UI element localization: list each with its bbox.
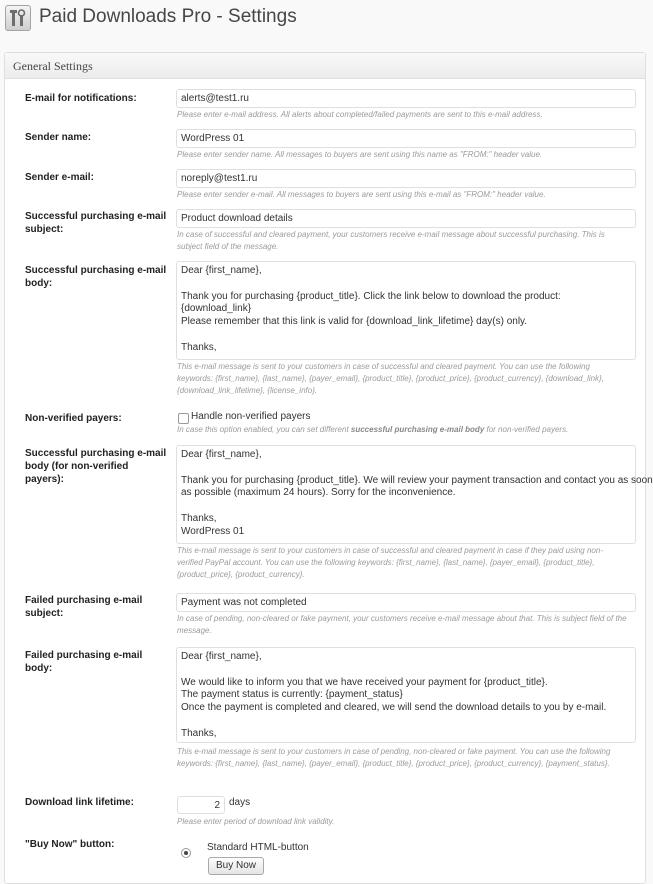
success-body-hint: This e-mail message is sent to your customers in case of successful and cleared payment. You can use the following keywords: {first_name}, {last_name}, {payer_email}, {product_title}, {product_price}, {product_currency}, {download_link}, {download_link_lifetime}, {license_info}. [177, 362, 604, 395]
nonverified-label: Non-verified payers: [25, 413, 122, 424]
nonverified-body-label: Successful purchasing e-mail body (for non-verified payers): [25, 448, 167, 485]
nonverified-hint-end: for non-verified payers. [484, 425, 569, 434]
nonverified-hint-start: In case this option enabled, you can set different [177, 425, 351, 434]
nonverified-checkbox-label[interactable]: Handle non-verified payers [191, 411, 311, 422]
notification-email-input[interactable] [176, 89, 636, 108]
notification-email-hint: Please enter e-mail address. All alerts about completed/failed payments are sent to this e-mail address. [177, 110, 543, 119]
success-subject-input[interactable] [176, 209, 636, 228]
buy-now-standard-label[interactable]: Standard HTML-button [207, 842, 309, 853]
success-body-textarea[interactable]: Dear {first_name}, Thank you for purchasing {product_title}. Click the link below to download the product: {download_link} Please remember that this link is valid for {download_link_lifetime} day(s) only. Thanks, [176, 261, 636, 360]
buy-now-standard-radio[interactable] [181, 848, 191, 858]
nonverified-checkbox[interactable] [178, 413, 189, 424]
failed-subject-label: Failed purchasing e-mail subject: [25, 595, 143, 619]
nonverified-hint [177, 424, 627, 436]
notification-email-label: E-mail for notifications: [25, 93, 137, 104]
page-title: Paid Downloads Pro - Settings [39, 6, 297, 27]
sender-email-label: Sender e-mail: [25, 172, 94, 183]
failed-body-hint: This e-mail message is sent to your customers in case of pending, non-cleared or fake payment. You can use the following keywords: {first_name}, {last_name}, {payer_email}, {product_title}, {product_price}, {product_currency}, {payment_status}. [177, 747, 611, 768]
nonverified-body-hint: This e-mail message is sent to your customers in case of successful and cleared payment in case if they paid using non-verified PayPal account. You can use the following keywords: {first_name}, {last_name}, {payer_email}, {product_title}, {product_price}, {product_currency}. [177, 546, 603, 579]
general-settings-header[interactable] [5, 53, 645, 79]
nonverified-body-textarea[interactable]: Dear {first_name}, Thank you for purchasing {product_title}. We will review your payment transaction and contact you as as possible (maximum 24 hours). Sorry for the inconvenience. Thanks, WordPress 01 [176, 445, 636, 544]
sender-email-input[interactable] [176, 169, 636, 188]
link-lifetime-label: Download link lifetime: [25, 797, 134, 808]
buy-now-preview-button[interactable]: Buy Now [208, 857, 264, 875]
link-lifetime-hint: Please enter period of download link validity. [177, 817, 335, 826]
sender-name-hint: Please enter sender name. All messages to buyers are sent using this name as "FROM:" header value. [177, 150, 543, 159]
success-body-label: Successful purchasing e-mail body: [25, 265, 167, 289]
failed-body-textarea[interactable]: Dear {first_name}, We would like to inform you that we have received your payment for {product_title}. The payment status is currently: {payment_status} Once the payment is completed and cleared, we will send the download details to you by e-mail. Thanks, [176, 647, 636, 743]
buy-now-label: "Buy Now" button: [25, 839, 115, 850]
sender-email-hint: Please enter sender e-mail. All messages to buyers are sent using this e-mail as "FROM:" header value. [177, 190, 546, 199]
sender-name-label: Sender name: [25, 132, 92, 143]
link-lifetime-unit: days [229, 797, 251, 808]
nonverified-hint-bold: successful purchasing e-mail body [350, 425, 485, 434]
sender-name-input[interactable] [176, 129, 636, 148]
failed-body-label: Failed purchasing e-mail body: [25, 650, 143, 674]
section-title: General Settings [13, 59, 93, 73]
settings-tools-icon [5, 5, 31, 31]
success-subject-hint: In case of successful and cleared payment, your customers receive e-mail message about successful purchasing. This is subject field of the message. [177, 230, 605, 251]
failed-subject-input[interactable] [176, 593, 636, 612]
success-subject-label: Successful purchasing e-mail subject: [25, 211, 167, 235]
link-lifetime-input[interactable] [177, 796, 225, 814]
failed-subject-hint: In case of pending, non-cleared or fake payment, your customers receive e-mail message about that. This is subject field of the message. [177, 614, 627, 635]
